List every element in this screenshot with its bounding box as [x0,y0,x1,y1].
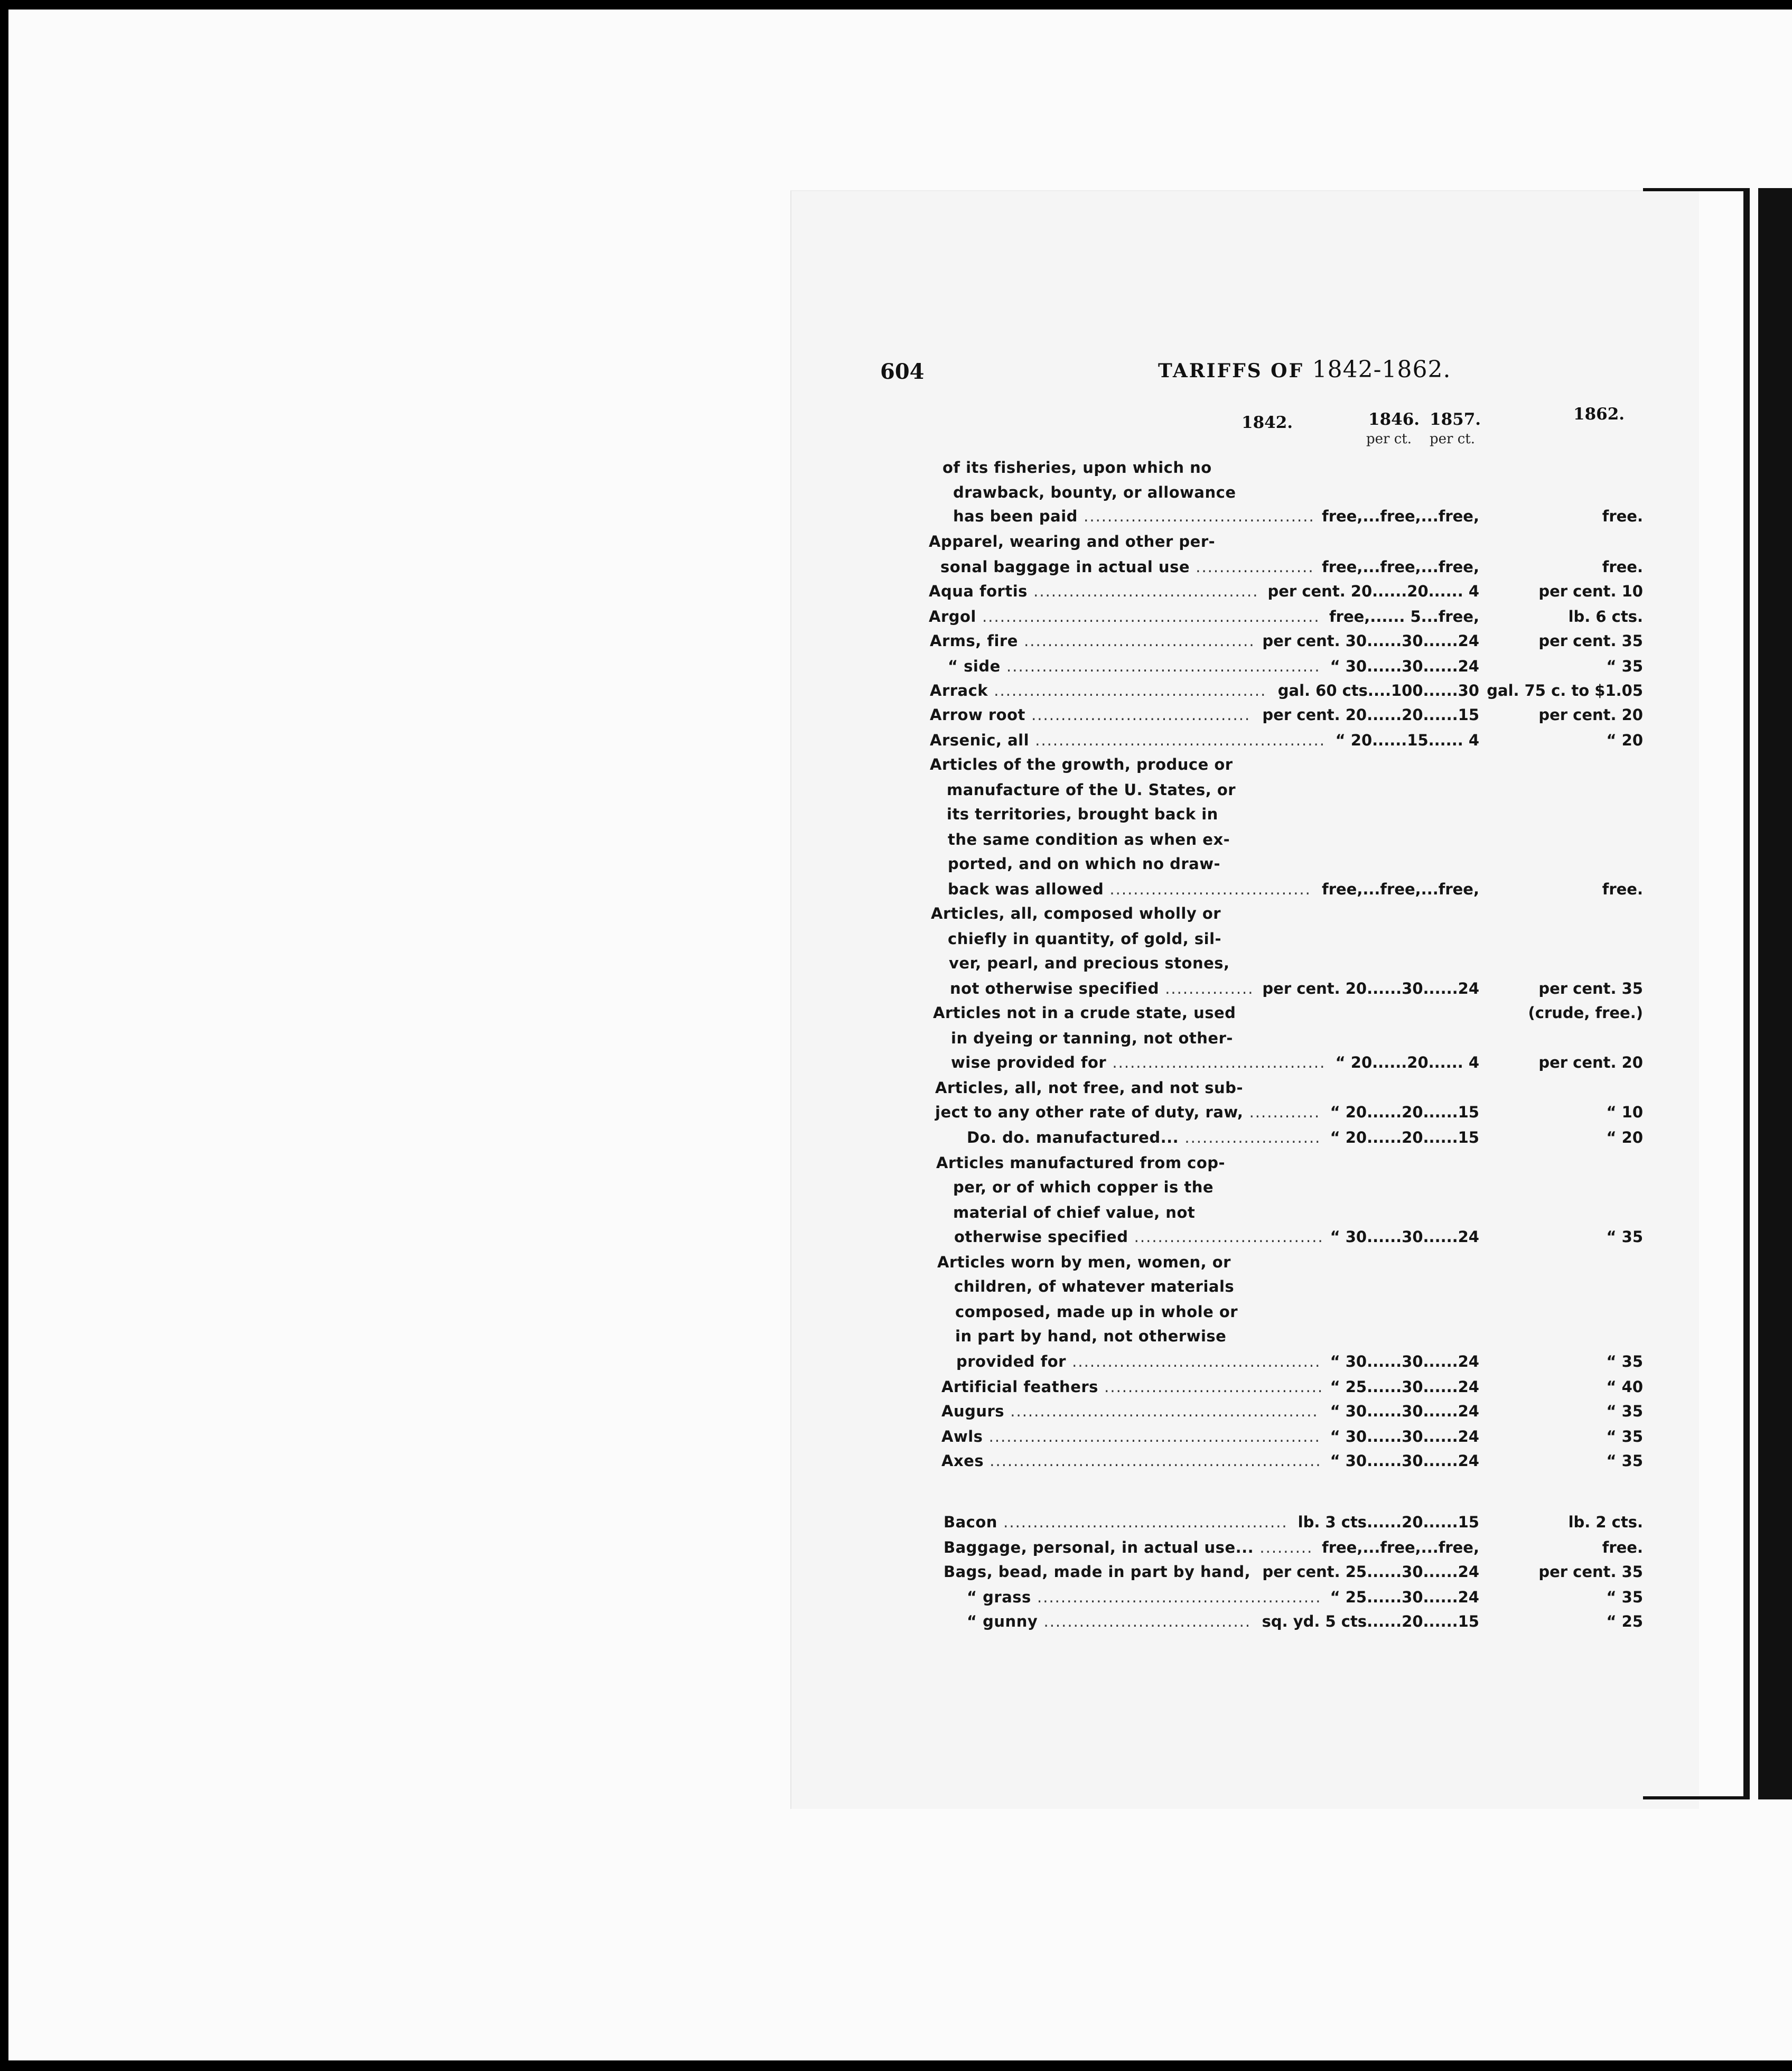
rate-1862: “ 25 [1606,1612,1643,1630]
column-subheader-1857: per ct. [1430,431,1475,447]
item-label [930,755,1233,773]
item-label [944,1563,1250,1581]
rate-1842-1857: free,...free,...free, [1322,558,1479,576]
leader-dots: ..................................... [1098,1378,1324,1396]
item-label-text: not otherwise specified [950,979,1159,997]
column-header-1842: 1842. [1242,413,1293,432]
item-label [967,1128,1321,1146]
table-row [0,781,1792,805]
rate-1842-1857: “ 30......30......24 [1330,657,1479,675]
leader-dots: ........................................................ [983,1428,1321,1445]
rate-1862: free. [1602,880,1643,898]
rate-1862: “ 35 [1606,657,1643,675]
item-label-text: chiefly in quantity, of gold, sil- [948,930,1222,948]
rate-1862: “ 35 [1606,1402,1643,1420]
item-label [949,954,1230,972]
table-row [0,1128,1792,1153]
item-label [953,1204,1195,1221]
rate-1842-1857: “ 30......30......24 [1330,1402,1479,1420]
item-label [953,507,1315,525]
table-row [0,1154,1792,1178]
leader-dots: .......................................... [1066,1352,1321,1370]
item-label [948,831,1230,848]
rate-1862: “ 35 [1606,1588,1643,1606]
rate-1862: “ 35 [1606,1228,1643,1246]
item-label [942,459,1212,477]
item-label [951,1053,1326,1071]
item-label [929,533,1215,551]
leader-dots: .................................. [1104,880,1311,898]
table-row [0,558,1792,582]
leader-dots: ...................................... [1027,582,1259,600]
rate-1842-1857: “ 25......30......24 [1330,1378,1479,1396]
item-label [955,1303,1238,1321]
rate-1862: “ 20 [1606,731,1643,749]
item-label-text: Axes [941,1452,984,1470]
item-label [967,1588,1322,1606]
table-row [0,954,1792,978]
table-row [0,1303,1792,1327]
rate-1842-1857: gal. 60 cts....100......30 [1277,682,1479,699]
item-label [947,805,1218,823]
item-label [935,1103,1320,1121]
table-row [0,657,1792,682]
item-label [930,731,1326,749]
table-row [0,1538,1792,1563]
item-label [941,1452,1322,1470]
rate-1862: gal. 75 c. to $1.05 [1487,682,1643,699]
item-label-text: ported, and on which no draw- [948,855,1221,873]
item-label-text: Articles manufactured from cop- [936,1154,1226,1172]
item-label [931,904,1221,922]
item-label [953,1178,1214,1196]
table-row [0,805,1792,829]
table-row [0,755,1792,780]
table-row [0,608,1792,632]
page-number: 604 [880,359,925,384]
item-label [935,1079,1243,1097]
rate-1842-1857: per cent. 30......30......24 [1262,632,1479,650]
item-label-text: has been paid [953,507,1078,525]
column-header-1846: 1846. [1368,410,1420,429]
item-label-text: otherwise specified [954,1228,1128,1246]
rate-1862: free. [1602,507,1643,525]
rate-1862: lb. 2 cts. [1568,1513,1643,1531]
table-row [0,1253,1792,1277]
leader-dots: ................................................. [1029,731,1326,749]
item-label-text: Argol [929,608,976,626]
leader-dots: ................................................ [1031,1588,1322,1606]
table-row [0,1352,1792,1377]
rate-1862: lb. 6 cts. [1568,608,1643,626]
table-row [0,1029,1792,1053]
page-title-text: TARIFFS OF [1158,360,1304,382]
binding-bottom-edge [1643,1796,1749,1799]
table-row [0,855,1792,879]
item-label [955,1327,1226,1345]
item-label [948,855,1220,873]
rate-1862: per cent. 20 [1538,706,1643,724]
item-label [948,880,1311,898]
item-label [937,1253,1231,1271]
table-row [0,1563,1792,1587]
item-label [941,1402,1319,1420]
rate-1842-1857: sq. yd. 5 cts......20......15 [1262,1612,1479,1630]
table-row [0,1178,1792,1202]
rate-1862: per cent. 35 [1538,632,1643,650]
table-row [0,1004,1792,1028]
item-label [930,682,1266,699]
item-label-text: Arrow root [930,706,1025,724]
item-label-text: the same condition as when ex- [948,831,1230,848]
column-header-1862: 1862. [1573,405,1625,424]
table-row [0,1513,1792,1537]
rate-1862: (crude, free.) [1528,1004,1643,1022]
leader-dots: ....................... [1179,1128,1321,1146]
leader-dots: ..................................... [1025,706,1251,724]
item-label-text: Arms, fire [930,632,1018,650]
item-label-text: wise provided for [951,1053,1107,1071]
item-label [929,582,1258,600]
item-label-text: Articles, all, not free, and not sub- [935,1079,1243,1097]
rate-1862: free. [1602,558,1643,576]
item-label [954,1277,1234,1295]
table-row [0,1327,1792,1351]
table-row [0,1588,1792,1612]
item-label [947,781,1236,799]
item-label-text: sonal baggage in actual use [940,558,1190,576]
item-label [948,657,1321,675]
rate-1842-1857: free,...free,...free, [1322,1538,1479,1556]
binding-top-edge [1643,188,1749,191]
table-row [0,1452,1792,1476]
rate-1862: per cent. 35 [1538,1563,1643,1581]
item-label-text: Artificial feathers [941,1378,1098,1396]
table-row [0,582,1792,607]
rate-1842-1857: per cent. 25......30......24 [1262,1563,1479,1581]
rate-1842-1857: “ 30......30......24 [1330,1352,1479,1370]
leader-dots: ................................ [1128,1228,1324,1246]
rate-1842-1857: per cent. 20......30......24 [1262,979,1479,997]
item-label-text: in dyeing or tanning, not other- [951,1029,1233,1047]
rate-1862: “ 35 [1606,1352,1643,1370]
rate-1842-1857: “ 30......30......24 [1330,1428,1479,1445]
rate-1862: free. [1602,1538,1643,1556]
item-label-text: drawback, bounty, or allowance [953,483,1236,501]
rate-1862: “ 35 [1606,1452,1643,1470]
table-row [0,483,1792,508]
rate-1842-1857: per cent. 20......20......15 [1262,706,1479,724]
item-label [954,1228,1324,1246]
item-label [944,1538,1313,1556]
item-label [956,1352,1321,1370]
table-row [0,459,1792,483]
item-label [953,483,1236,501]
table-row [0,831,1792,855]
item-label-text: Articles of the growth, produce or [930,755,1233,773]
rate-1842-1857: “ 20......20......15 [1330,1128,1479,1146]
item-label-text: Apparel, wearing and other per- [929,533,1216,551]
rate-1842-1857: “ 30......30......24 [1330,1228,1479,1246]
item-label-text: Baggage, personal, in actual use... [944,1538,1254,1556]
item-label [941,1428,1321,1445]
table-row [0,1053,1792,1078]
item-label-text: Awls [941,1428,983,1445]
table-row [0,1103,1792,1127]
item-label-text: Articles, all, composed wholly or [931,904,1221,922]
table-row [0,731,1792,755]
table-row [0,1428,1792,1452]
item-label-text: Do. do. manufactured... [967,1128,1179,1146]
leader-dots: ......... [1254,1538,1313,1556]
leader-dots: .................................... [1106,1053,1326,1071]
item-label-text: manufacture of the U. States, or [947,781,1236,799]
rate-1842-1857: “ 20......20......15 [1330,1103,1479,1121]
page-title [1158,356,1451,383]
item-label-text: its territories, brought back in [947,805,1218,823]
leader-dots: ............... [1159,979,1254,997]
item-label-text: in part by hand, not otherwise [955,1327,1227,1345]
item-label-text: provided for [956,1352,1066,1370]
table-row [0,880,1792,904]
rate-1842-1857: free,...free,...free, [1322,507,1479,525]
table-row [0,904,1792,929]
item-label [967,1612,1251,1630]
item-label [929,608,1320,626]
rate-1842-1857: “ 30......30......24 [1330,1452,1479,1470]
item-label [941,1378,1323,1396]
item-label [930,632,1255,650]
table-row [0,930,1792,954]
leader-dots: ..................................................... [1000,657,1321,675]
item-label-text: children, of whatever materials [954,1277,1235,1295]
rate-1842-1857: free,...... 5...free, [1329,608,1479,626]
item-label-text: Aqua fortis [929,582,1028,600]
rate-1862: per cent. 35 [1538,979,1643,997]
item-label-text: of its fisheries, upon which no [942,459,1212,477]
item-label [948,930,1221,948]
item-label [951,1029,1233,1047]
table-row [0,1228,1792,1252]
rate-1842-1857: lb. 3 cts......20......15 [1298,1513,1479,1531]
item-label-text: per, or of which copper is the [953,1178,1214,1196]
item-label [944,1513,1288,1531]
rate-1862: per cent. 20 [1538,1053,1643,1071]
item-label-text: Arsenic, all [930,731,1030,749]
item-label-text: Bacon [944,1513,997,1531]
item-label-text: Articles not in a crude state, used [933,1004,1236,1022]
item-label-text: Arrack [930,682,988,699]
leader-dots: .................... [1190,558,1314,576]
item-label [930,706,1250,724]
leader-dots: ............ [1243,1103,1321,1121]
table-row [0,1277,1792,1302]
rate-1842-1857: “ 20......20...... 4 [1335,1053,1479,1071]
item-label-text: Augurs [941,1402,1005,1420]
table-row [0,632,1792,656]
table-row [0,533,1792,557]
leader-dots: ................................................ [997,1513,1288,1531]
item-label [933,1004,1236,1022]
rate-1842-1857: free,...free,...free, [1322,880,1479,898]
table-row [0,1612,1792,1637]
table-row [0,507,1792,531]
rate-1862: “ 10 [1606,1103,1643,1121]
leader-dots: ....................................... [1018,632,1255,650]
rate-1862: “ 20 [1606,1128,1643,1146]
item-label-text: composed, made up in whole or [955,1303,1238,1321]
leader-dots: ........................................................ [984,1452,1322,1470]
table-row [0,682,1792,706]
item-label-text: Articles worn by men, women, or [937,1253,1231,1271]
table-row [0,1378,1792,1402]
item-label-text: back was allowed [948,880,1104,898]
rate-1862: “ 35 [1606,1428,1643,1445]
leader-dots: ......................................................... [976,608,1320,626]
item-label-text: “ grass [967,1588,1031,1606]
column-header-1857: 1857. [1430,410,1481,429]
table-row [0,706,1792,730]
leader-dots: ................................... [1038,1612,1252,1630]
table-row [0,979,1792,1004]
item-label-text: material of chief value, not [953,1204,1196,1221]
table-row [0,1079,1792,1103]
item-label-text: “ gunny [967,1612,1038,1630]
page-title-years: 1842-1862. [1312,356,1451,383]
leader-dots: ....................................... [1077,507,1315,525]
column-subheader-1846: per ct. [1366,431,1412,447]
rate-1842-1857: “ 25......30......24 [1330,1588,1479,1606]
table-row [0,1402,1792,1426]
rate-1842-1857: “ 20......15...... 4 [1335,731,1479,749]
rate-1862: per cent. 10 [1538,582,1643,600]
item-label-text: “ side [948,657,1001,675]
leader-dots: .................................................... [1004,1402,1319,1420]
item-label-text: ject to any other rate of duty, raw, [935,1103,1244,1121]
leader-dots: .............................................. [988,682,1267,699]
item-label [936,1154,1225,1172]
item-label-text: Bags, bead, made in part by hand, [944,1563,1251,1581]
item-label-text: ver, pearl, and precious stones, [949,954,1230,972]
table-row [0,1204,1792,1228]
item-label [940,558,1314,576]
item-label [950,979,1254,997]
rate-1842-1857: per cent. 20......20...... 4 [1267,582,1479,600]
rate-1862: “ 40 [1606,1378,1643,1396]
